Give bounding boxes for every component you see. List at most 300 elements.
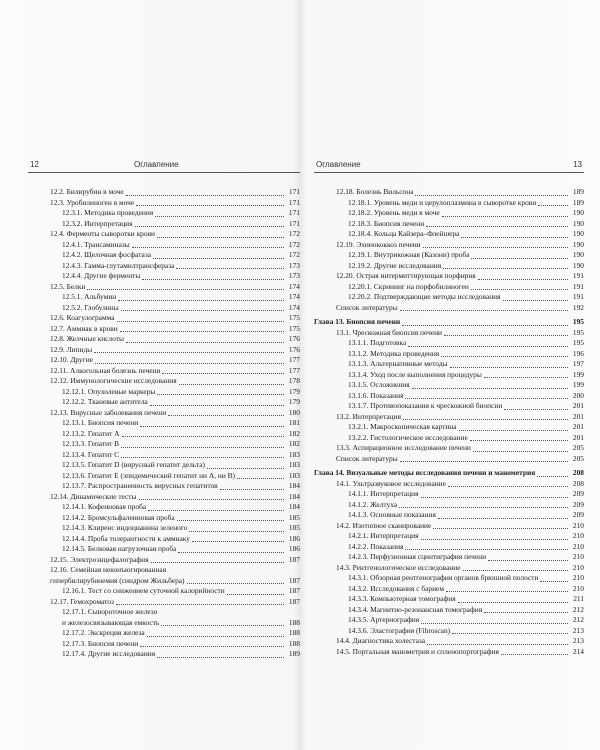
toc-entry	[28, 250, 300, 261]
toc-dot-leader	[412, 387, 568, 389]
toc-entry	[28, 607, 300, 618]
toc-entry-page-number: 176	[288, 334, 300, 343]
toc-entry-title: 14.1.1. Интерпретация	[348, 489, 419, 498]
toc-entry	[314, 370, 584, 381]
toc-entry-title: 12.20.2. Подтверждающие методы исследования	[348, 292, 501, 301]
toc-entry-title: 13.1.6. Показания	[348, 390, 404, 400]
toc-dot-leader	[471, 257, 568, 259]
toc-dot-leader	[161, 624, 284, 626]
toc-dot-leader	[473, 450, 568, 452]
toc-entry-page-number: 190	[572, 218, 584, 228]
toc-dot-leader	[117, 320, 284, 322]
toc-dot-leader	[177, 519, 284, 521]
toc-entry	[314, 271, 584, 282]
toc-dot-leader	[121, 309, 284, 311]
toc-entry-title: 12.19.1. Внутрикожная (Казони) проба	[348, 250, 470, 259]
toc-entry	[314, 626, 584, 637]
toc-entry-page-number: 190	[572, 250, 584, 259]
toc-entry	[314, 359, 584, 370]
toc-entry	[314, 229, 584, 240]
toc-entry-title: 12.13.7. Распространенность вирусных гепатитов	[62, 481, 218, 490]
toc-dot-leader	[450, 366, 568, 368]
toc-entry	[28, 555, 300, 566]
toc-entry-page-number: 174	[288, 302, 300, 312]
toc-entry	[314, 479, 584, 490]
toc-entry	[314, 422, 584, 433]
toc-dot-leader	[400, 460, 568, 462]
toc-entry	[314, 401, 584, 412]
toc-entry-page-number: 171	[288, 197, 300, 207]
toc-entry	[314, 380, 584, 391]
toc-entry-page-number: 205	[572, 453, 584, 463]
toc-entry-title: 12.17.4. Другие исследования	[62, 649, 156, 658]
toc-entry	[28, 460, 300, 471]
right-page-running-title: Оглавление	[316, 160, 361, 169]
toc-dot-leader	[157, 393, 284, 395]
toc-dot-leader	[142, 278, 284, 280]
toc-entry-page-number: 188	[288, 617, 300, 627]
toc-entry-page-number: 171	[288, 208, 300, 217]
toc-dot-leader	[140, 645, 284, 647]
toc-entry-title: 14.3.3. Компьютерная томография	[348, 594, 456, 603]
toc-entry-page-number: 187	[288, 596, 300, 606]
toc-entry	[314, 187, 584, 198]
toc-entry	[314, 412, 584, 423]
toc-dot-leader	[157, 656, 284, 658]
toc-entry-page-number: 189	[572, 187, 584, 196]
toc-entry-page-number: 171	[288, 187, 300, 196]
toc-entry-title: 12.18.3. Биопсия печени	[348, 218, 425, 228]
toc-entry-title: 12.16.1. Тест со снижением суточной калорийности	[62, 586, 225, 595]
toc-entry	[28, 502, 300, 513]
toc-entry-page-number: 174	[288, 281, 300, 291]
toc-entry	[314, 261, 584, 272]
toc-entry	[314, 240, 584, 251]
toc-entry-page-number: 183	[288, 449, 300, 459]
toc-entry-title: 12.19. Эхинококкоз печени	[336, 239, 421, 249]
toc-entry-title: 12.12.1. Опухолевые маркеры	[62, 386, 156, 396]
toc-dot-leader	[147, 635, 284, 637]
toc-entry-page-number: 212	[572, 615, 584, 624]
toc-entry-title: 14.1.2. Желтуха	[348, 499, 398, 509]
toc-entry-page-number: 201	[572, 422, 584, 431]
toc-entry	[314, 208, 584, 219]
toc-entry-title: 14.4. Диагностика холестаза	[336, 636, 426, 645]
toc-entry	[28, 534, 300, 545]
toc-entry-page-number: 183	[288, 470, 300, 480]
toc-entry	[314, 349, 584, 360]
toc-entry	[314, 338, 584, 349]
toc-dot-leader	[421, 622, 568, 624]
toc-dot-leader	[540, 580, 568, 582]
toc-entry-title: 12.9. Липиды	[50, 344, 93, 354]
toc-entry-page-number: 178	[288, 376, 300, 385]
toc-entry	[28, 303, 300, 314]
toc-entry-title: 12.11. Алкогольная болезнь печени	[50, 365, 161, 375]
toc-dot-leader	[94, 351, 284, 353]
toc-entry-page-number: 173	[288, 271, 300, 280]
toc-dot-leader	[121, 456, 284, 458]
toc-entry-title: 12.14.4. Проба толерантности к аммиаку	[62, 533, 190, 543]
toc-dot-leader	[478, 278, 568, 280]
toc-entry-title: 12.19.2. Другие исследования	[348, 260, 442, 270]
toc-entry	[314, 433, 584, 444]
toc-entry-page-number: 201	[572, 401, 584, 410]
toc-entry-page-number: 186	[288, 533, 300, 543]
toc-entry-title: 12.14.3. Клиренс индоцианина зеленого	[62, 523, 188, 532]
toc-entry-title: 12.20. Острая интермиттирующая порфирия	[336, 271, 476, 280]
toc-entry	[314, 219, 584, 230]
toc-dot-leader	[136, 204, 284, 206]
toc-entry-title: Список литературы	[336, 302, 398, 312]
toc-entry	[314, 303, 584, 314]
toc-entry	[314, 521, 584, 532]
toc-entry-page-number: 187	[288, 586, 300, 595]
toc-entry	[28, 187, 300, 198]
toc-entry	[314, 198, 584, 209]
toc-entry	[28, 481, 300, 492]
toc-dot-leader	[538, 204, 568, 206]
toc-dot-leader	[399, 506, 568, 508]
toc-entry	[28, 397, 300, 408]
toc-entry	[314, 636, 584, 647]
toc-entry-title: 12.17.1. Сывороточное железо	[62, 607, 158, 616]
toc-entry	[28, 324, 300, 335]
toc-entry-title: Глава 13. Биопсия печени	[314, 317, 401, 326]
toc-entry	[314, 647, 584, 658]
toc-entry-page-number: 196	[572, 348, 584, 358]
toc-entry-page-number: 209	[572, 489, 584, 498]
toc-entry-page-number: 213	[572, 625, 584, 635]
toc-dot-leader	[153, 257, 284, 259]
toc-entry-title: 14.3.4. Магнитно-резонансная томография	[348, 604, 483, 614]
right-page-number: 13	[573, 160, 582, 169]
toc-dot-leader	[162, 372, 284, 374]
toc-entry-page-number: 201	[572, 432, 584, 442]
toc-dot-leader	[470, 439, 568, 441]
toc-entry	[28, 492, 300, 503]
toc-entry	[314, 454, 584, 465]
toc-entry	[314, 615, 584, 626]
toc-dot-leader	[438, 517, 568, 519]
toc-entry-page-number: 183	[288, 460, 300, 469]
toc-entry-title: 12.5.2. Глобулины	[62, 302, 119, 312]
toc-entry	[28, 219, 300, 230]
toc-entry-page-number: 208	[572, 478, 584, 488]
toc-dot-leader	[442, 215, 568, 217]
toc-dot-leader	[139, 498, 285, 500]
toc-entry	[28, 229, 300, 240]
toc-entry	[28, 271, 300, 282]
toc-entry	[28, 429, 300, 440]
toc-dot-leader	[402, 324, 568, 326]
toc-entry-page-number: 175	[288, 323, 300, 333]
toc-entry-page-number: 210	[572, 573, 584, 582]
toc-entry-title: 14.3.2. Исследования с барием	[348, 583, 445, 593]
toc-chapter-heading	[314, 317, 584, 328]
toc-entry	[28, 282, 300, 293]
toc-entry	[314, 328, 584, 339]
toc-dot-leader	[87, 288, 284, 290]
toc-entry-title: 12.5.1. Альбумин	[62, 292, 117, 301]
toc-entry-page-number: 185	[288, 512, 300, 522]
toc-entry-page-number: 210	[572, 552, 584, 561]
toc-entry-title: 12.13. Вирусные заболевания печени	[50, 407, 167, 417]
toc-dot-leader	[140, 425, 284, 427]
toc-entry-page-number: 189	[572, 197, 584, 207]
toc-dot-leader	[126, 194, 284, 196]
toc-dot-leader	[116, 603, 284, 605]
right-toc-list	[314, 187, 584, 657]
toc-entry-title: 12.5. Белки	[50, 281, 86, 291]
toc-dot-leader	[192, 540, 284, 542]
toc-entry-page-number: 173	[288, 260, 300, 270]
left-page-running-title: Оглавление	[134, 160, 179, 169]
toc-entry-page-number: 195	[572, 327, 584, 337]
toc-entry-title: 12.13.6. Гепатит Е (эпидемический гепатит ни А, ни В)	[62, 470, 236, 480]
toc-dot-leader	[433, 527, 568, 529]
toc-entry-title: 13.1.7. Противопоказания к чрескожной биопсии	[348, 401, 503, 410]
toc-dot-leader	[405, 548, 568, 550]
toc-entry-title: 12.4.4. Другие ферменты	[62, 271, 141, 280]
toc-entry-page-number: 209	[572, 499, 584, 509]
toc-entry-title: 13.3. Аспирационное исследование печени	[336, 443, 471, 452]
toc-dot-leader	[471, 288, 568, 290]
toc-entry-title: 12.14.5. Белковая нагрузочная проба	[62, 544, 177, 553]
toc-entry-page-number: 208	[572, 468, 584, 477]
toc-entry-page-number: 184	[288, 481, 300, 490]
toc-dot-leader	[405, 397, 568, 399]
toc-dot-leader	[484, 611, 568, 613]
toc-entry-page-number: 174	[288, 292, 300, 301]
toc-entry-title: 12.13.2. Гепатит А	[62, 428, 120, 438]
toc-entry-page-number: 171	[288, 218, 300, 228]
left-page-number: 12	[30, 160, 39, 169]
left-page	[28, 158, 300, 718]
toc-entry-page-number: 191	[572, 281, 584, 291]
toc-entry-page-number: 205	[572, 443, 584, 452]
toc-entry	[28, 418, 300, 429]
toc-dot-leader	[441, 355, 568, 357]
toc-entry-title: Список литературы	[336, 453, 398, 463]
toc-entry-page-number: 210	[572, 583, 584, 593]
toc-entry-title: 12.10. Другие	[50, 355, 93, 364]
toc-dot-leader	[157, 236, 284, 238]
toc-dot-leader	[421, 538, 568, 540]
toc-entry	[28, 366, 300, 377]
toc-entry-page-number: 179	[288, 386, 300, 396]
toc-dot-leader	[126, 341, 284, 343]
toc-entry-title: 12.18. Болезнь Вильсона	[336, 187, 414, 196]
toc-entry	[314, 443, 584, 454]
toc-entry	[28, 208, 300, 219]
toc-entry	[28, 544, 300, 555]
toc-entry-title: 12.13.4. Гепатит С	[62, 449, 120, 459]
toc-entry-title: 14.5. Портальная манометрия и спленопортография	[336, 646, 499, 656]
toc-dot-leader	[168, 414, 284, 416]
toc-entry-page-number: 190	[572, 208, 584, 217]
toc-entry-title: 12.4.2. Щелочная фосфатаза	[62, 250, 152, 259]
toc-entry	[314, 500, 584, 511]
toc-entry-page-number: 190	[572, 239, 584, 249]
toc-entry	[28, 586, 300, 597]
toc-entry	[28, 513, 300, 524]
right-page-header	[314, 158, 584, 173]
toc-entry-page-number: 185	[288, 523, 300, 532]
toc-entry-title: 12.13.5. Гепатит D (вирусный гепатит дельта)	[62, 460, 205, 469]
toc-entry-page-number: 179	[288, 397, 300, 406]
toc-dot-leader	[408, 345, 568, 347]
toc-entry-title: 14.1. Ультразвуковое исследование	[336, 478, 446, 488]
toc-dot-leader	[459, 429, 568, 431]
toc-entry-page-number: 212	[572, 604, 584, 614]
toc-entry-page-number: 192	[572, 302, 584, 312]
toc-dot-leader	[151, 561, 285, 563]
right-page	[314, 158, 584, 718]
toc-entry-title: 13.1.3. Альтернативные методы	[348, 359, 448, 368]
toc-entry-title: 12.8. Желчные кислоты	[50, 334, 124, 343]
toc-entry-title: 12.4. Ферменты сыворотки крови	[50, 229, 156, 238]
toc-dot-leader	[178, 551, 284, 553]
toc-dot-leader	[132, 246, 284, 248]
toc-entry-title: 14.2.1. Интерпретация	[348, 531, 419, 540]
toc-entry-title: 14.2. Изотопное сканирование	[336, 520, 432, 530]
toc-entry	[28, 597, 300, 608]
toc-dot-leader	[448, 485, 568, 487]
toc-entry-page-number: 201	[572, 411, 584, 421]
toc-entry-title: 13.1.4. Уход после выполнения процедуры	[348, 369, 482, 379]
toc-entry-title: 12.17. Гемохроматоз	[50, 596, 114, 606]
toc-dot-leader	[150, 404, 284, 406]
toc-entry-page-number: 190	[572, 260, 584, 270]
toc-entry-title: 12.17.3. Биопсия печени	[62, 638, 139, 648]
toc-entry	[314, 282, 584, 293]
toc-entry-title: 12.18.2. Уровень меди в моче	[348, 208, 440, 217]
toc-entry-title: 12.12.2. Тканевые антитела	[62, 397, 148, 406]
toc-entry-page-number: 172	[288, 239, 300, 249]
toc-entry	[28, 628, 300, 639]
toc-entry-title: и железосвязывающая емкость	[62, 617, 160, 627]
toc-entry	[28, 576, 300, 587]
toc-entry-title: Глава 14. Визуальные методы исследования печени и манометрия	[314, 468, 536, 477]
toc-entry-page-number: 181	[288, 418, 300, 427]
left-toc-list	[28, 187, 300, 660]
toc-entry	[28, 523, 300, 534]
toc-entry-page-number: 195	[572, 317, 584, 326]
toc-dot-leader	[446, 590, 568, 592]
toc-entry-title: 12.4.1. Трансаминазы	[62, 239, 130, 249]
toc-entry-title: 12.3.1. Методика проведения	[62, 208, 154, 217]
toc-entry	[314, 250, 584, 261]
toc-entry-title: 12.3. Уробилиноген в моче	[50, 197, 135, 207]
toc-entry-page-number: 195	[572, 338, 584, 347]
toc-entry-title: 12.13.3. Гепатит В	[62, 439, 120, 448]
toc-entry-title: 12.14.2. Бромсульфалеиновая проба	[62, 512, 175, 522]
toc-entry	[314, 563, 584, 574]
toc-dot-leader	[415, 194, 568, 196]
toc-dot-leader	[227, 593, 284, 595]
toc-dot-leader	[458, 601, 568, 603]
toc-entry	[28, 292, 300, 303]
toc-entry-page-number: 182	[288, 439, 300, 448]
toc-entry-title: 12.13.1. Биопсия печени	[62, 418, 139, 427]
toc-entry	[314, 531, 584, 542]
toc-entry-page-number: 177	[288, 365, 300, 375]
toc-entry	[28, 240, 300, 251]
left-page-header	[28, 158, 300, 173]
toc-dot-leader	[155, 215, 284, 217]
toc-entry-title: 12.2. Билирубин в моче	[50, 187, 124, 196]
toc-entry	[314, 594, 584, 605]
toc-entry-page-number: 211	[573, 594, 584, 603]
toc-entry	[28, 471, 300, 482]
toc-entry	[28, 618, 300, 629]
toc-entry-title: 13.1.1. Подготовка	[348, 338, 407, 347]
toc-entry-page-number: 175	[288, 313, 300, 322]
toc-dot-leader	[426, 225, 568, 227]
toc-entry	[314, 510, 584, 521]
toc-entry-page-number: 213	[572, 636, 584, 645]
toc-entry-page-number: 189	[288, 649, 300, 658]
toc-entry-page-number: 190	[572, 229, 584, 238]
toc-dot-leader	[461, 236, 568, 238]
toc-entry	[314, 584, 584, 595]
toc-dot-leader	[452, 632, 568, 634]
toc-entry-page-number: 199	[572, 380, 584, 389]
toc-dot-leader	[503, 299, 568, 301]
toc-entry-title: 13.1.2. Методика проведения	[348, 348, 440, 358]
toc-dot-leader	[504, 408, 568, 410]
toc-entry-title: 14.1.3. Основные показания	[348, 510, 436, 519]
toc-dot-leader	[423, 246, 568, 248]
toc-entry-title: 14.3. Рентгенологическое исследование	[336, 562, 461, 572]
toc-entry-page-number: 184	[288, 502, 300, 511]
toc-dot-leader	[444, 334, 568, 336]
toc-chapter-heading	[314, 468, 584, 479]
toc-dot-leader	[537, 475, 568, 477]
toc-entry-page-number: 210	[572, 541, 584, 551]
toc-entry	[28, 450, 300, 461]
toc-entry	[314, 552, 584, 563]
toc-entry-title: 14.3.1. Обзорная рентгенография органов брюшной полости	[348, 573, 539, 582]
toc-dot-leader	[463, 569, 568, 571]
toc-entry-page-number: 187	[288, 554, 300, 564]
toc-entry-page-number: 199	[572, 369, 584, 379]
toc-entry-title: 13.2. Интерпретация	[336, 411, 401, 421]
toc-entry	[28, 334, 300, 345]
toc-dot-leader	[403, 418, 568, 420]
toc-entry-page-number: 172	[288, 229, 300, 238]
toc-entry-title: 12.4.3. Гамма-глутамилтрансфераза	[62, 260, 175, 270]
toc-entry	[28, 639, 300, 650]
toc-entry	[28, 565, 300, 576]
toc-dot-leader	[122, 435, 284, 437]
toc-dot-leader	[484, 376, 568, 378]
toc-entry-page-number: 188	[288, 638, 300, 648]
toc-dot-leader	[135, 225, 284, 227]
toc-entry-title: 13.1. Чрескожная биопсия печени	[336, 327, 442, 337]
toc-dot-leader	[148, 509, 284, 511]
toc-entry-title: 12.17.2. Экскреция железа	[62, 628, 145, 637]
toc-entry-title: 12.3.2. Интерпретация	[62, 218, 133, 228]
toc-entry	[28, 313, 300, 324]
toc-dot-leader	[179, 383, 284, 385]
toc-dot-leader	[176, 267, 284, 269]
toc-entry	[28, 261, 300, 272]
toc-entry	[28, 649, 300, 660]
toc-entry-title: 12.7. Аммиак в крови	[50, 323, 118, 333]
toc-entry-title: 14.2.3. Перфузионная сцинтиграфия печени	[348, 552, 487, 561]
